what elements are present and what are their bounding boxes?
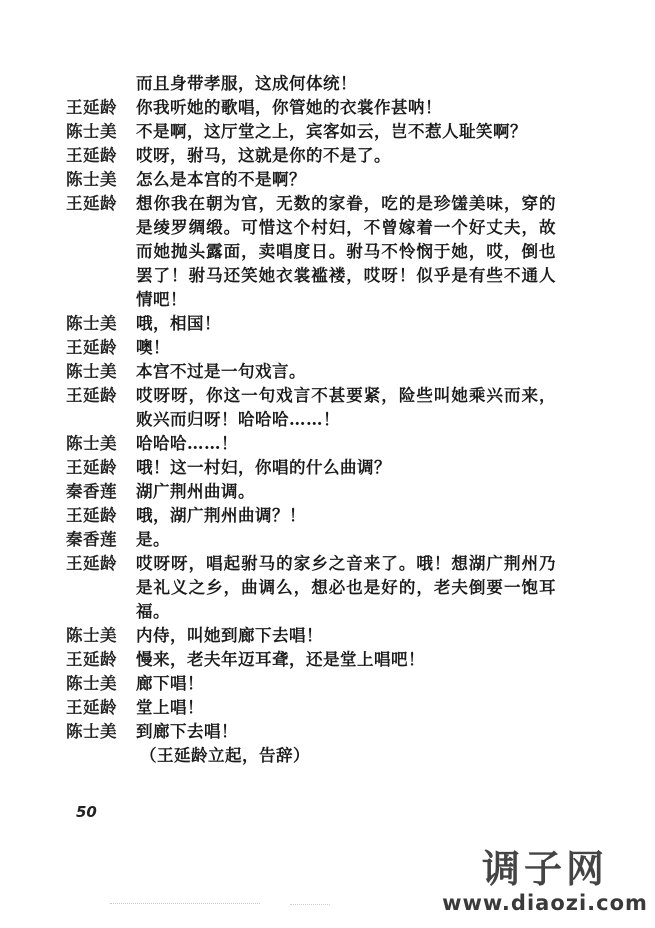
page-number: 50 (76, 803, 97, 821)
speaker-name: 王延龄 (66, 338, 117, 357)
dialogue-line (62, 480, 622, 504)
speaker-name: 王延龄 (66, 146, 117, 165)
dialogue-text: 哦，湖广荆州曲调？！ (136, 506, 306, 525)
speaker-name: 王延龄 (66, 698, 117, 717)
dialogue-text: 你我听她的歌唱，你管她的衣裳作甚呐！ (136, 98, 442, 117)
dialogue-line (62, 384, 622, 432)
dialogue-line (62, 144, 622, 168)
scan-artifact (110, 903, 260, 906)
dialogue-text: 内侍，叫她到廊下去唱！ (136, 626, 323, 645)
dialogue-line (62, 360, 622, 384)
dialogue-line (62, 120, 622, 144)
dialogue-line (62, 168, 622, 192)
dialogue-text: 哦！这一村妇，你唱的什么曲调？ (136, 458, 391, 477)
script-body (62, 72, 622, 768)
dialogue-line (62, 696, 622, 720)
dialogue-line (62, 672, 622, 696)
dialogue-text: 不是啊，这厅堂之上，宾客如云，岂不惹人耻笑啊？ (136, 122, 527, 141)
dialogue-line (62, 96, 622, 120)
speaker-name: 陈士美 (66, 314, 117, 333)
dialogue-text: 是。 (136, 530, 170, 549)
dialogue-line (62, 192, 622, 312)
dialogue-text: 慢来，老夫年迈耳聋，还是堂上唱吧！ (136, 650, 425, 669)
dialogue-line (62, 648, 622, 672)
dialogue-text: 到廊下去唱！ (136, 722, 238, 741)
dialogue-text: 哎呀，驸马，这就是你的不是了。 (136, 146, 391, 165)
speaker-name: 陈士美 (66, 170, 117, 189)
dialogue-line (62, 72, 622, 96)
speaker-name: 陈士美 (66, 674, 117, 693)
speaker-name: 王延龄 (66, 386, 117, 405)
dialogue-line (62, 528, 622, 552)
dialogue-text: 堂上唱！ (136, 698, 204, 717)
speaker-name: 陈士美 (66, 626, 117, 645)
watermark-title: 调子网 (481, 847, 608, 891)
dialogue-text: 哎呀呀，你这一句戏言不甚要紧，险些叫她乘兴而来，败兴而归呀！哈哈哈……！ (136, 386, 556, 429)
dialogue-text: 而且身带孝服，这成何体统！ (136, 74, 357, 93)
dialogue-line (62, 720, 622, 744)
dialogue-text: 湖广荆州曲调。 (136, 482, 255, 501)
dialogue-text: 怎么是本宫的不是啊？ (136, 170, 306, 189)
dialogue-line (62, 336, 622, 360)
speaker-name: 王延龄 (66, 554, 117, 573)
speaker-name: 王延龄 (66, 458, 117, 477)
dialogue-text: 哈哈哈……！ (136, 434, 238, 453)
stage-direction-line (62, 744, 622, 768)
speaker-name: 陈士美 (66, 122, 117, 141)
speaker-name: 陈士美 (66, 434, 117, 453)
speaker-name: 陈士美 (66, 722, 117, 741)
speaker-name: 王延龄 (66, 194, 117, 213)
dialogue-line (62, 432, 622, 456)
watermark-url: www.diaozi.com (442, 891, 648, 915)
dialogue-line (62, 312, 622, 336)
speaker-name: 王延龄 (66, 650, 117, 669)
watermark (440, 848, 650, 916)
dialogue-text: 哦，相国！ (136, 314, 221, 333)
dialogue-line (62, 456, 622, 480)
dialogue-text: 噢！ (136, 338, 170, 357)
speaker-name: 王延龄 (66, 506, 117, 525)
stage-direction: （王延龄立起，告辞） (140, 746, 310, 765)
speaker-name: 秦香莲 (66, 530, 117, 549)
speaker-name: 王延龄 (66, 98, 117, 117)
speaker-name: 陈士美 (66, 362, 117, 381)
speaker-name: 秦香莲 (66, 482, 117, 501)
dialogue-text: 本宫不过是一句戏言。 (136, 362, 306, 381)
dialogue-line (62, 624, 622, 648)
dialogue-text: 廊下唱！ (136, 674, 204, 693)
scan-artifact (290, 904, 330, 907)
dialogue-text: 哎呀呀，唱起驸马的家乡之音来了。哦！想湖广荆州乃是礼义之乡，曲调么，想必也是好的，老夫倒要一饱耳福。 (136, 554, 556, 621)
dialogue-text: 想你我在朝为官，无数的家眷，吃的是珍馐美味，穿的是绫罗绸缎。可惜这个村妇，不曾嫁着一个好丈夫，故而她抛头露面，卖唱度日。驸马不怜悯于她，哎，倒也罢了！驸马还笑她衣裳褴褛，哎呀！似乎是有些不通人情吧！ (136, 194, 556, 309)
dialogue-line (62, 552, 622, 624)
dialogue-line (62, 504, 622, 528)
